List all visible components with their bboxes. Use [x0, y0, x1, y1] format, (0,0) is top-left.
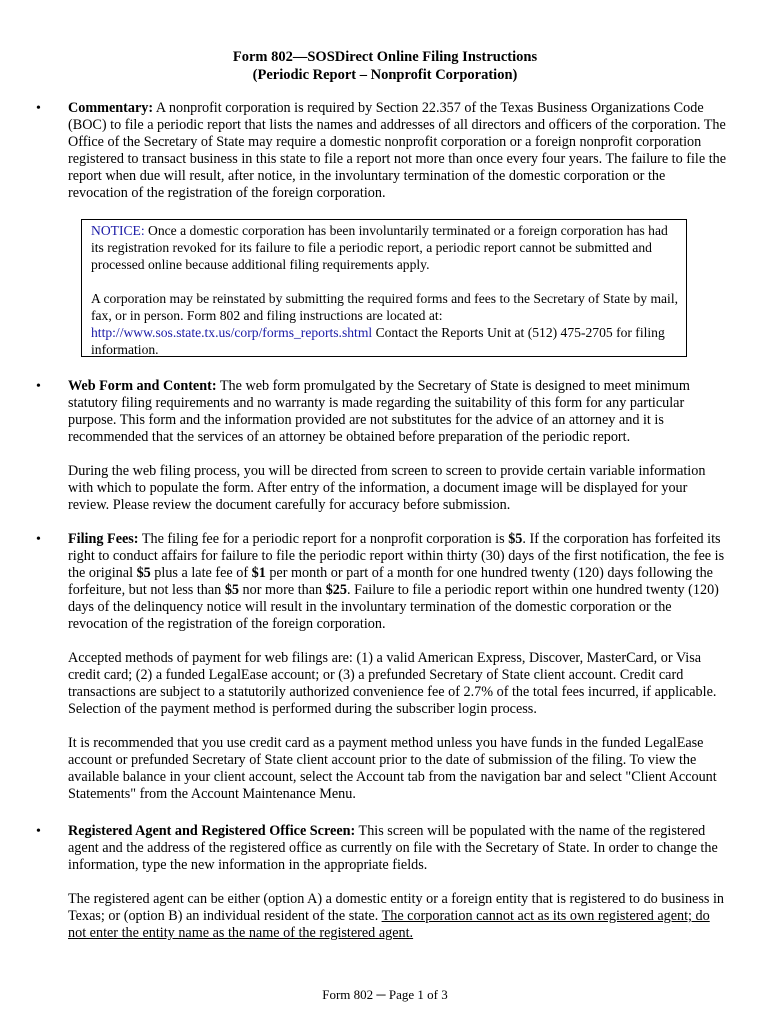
filing-fee-amount: $5	[508, 531, 523, 547]
registered-agent-warning: The corporation cannot act as its own registered agent; do not enter the entity name as the name of the registered agent.	[68, 908, 710, 941]
registered-agent-paragraph-2	[68, 891, 728, 942]
commentary-text: A nonprofit corporation is required by Section 22.357 of the Texas Business Organizations Code (BOC) to file a periodic report that lists the names and addresses of all directors and officers of the corporation. The Office of the Secretary of State may require a domestic nonprofit corporation or a foreign nonprofit corporation registered to transact business in this state to file a report not more than once every four years. The failure to file the report when due will result, after notice, in the involuntary termination of the domestic corporation or the revocation of the registration of the foreign corporation.	[68, 100, 727, 201]
web-form-section	[36, 378, 728, 514]
filing-fees-heading: Filing Fees:	[68, 531, 139, 547]
commentary-heading: Commentary:	[68, 100, 154, 116]
bullet-icon: •	[36, 824, 41, 839]
registered-agent-text: This screen will be populated with the name of the registered agent and the address of the registered office as currently on file with the Secretary of State. In order to change the information, type the new information in the appropriate fields.	[68, 823, 718, 873]
filing-fees-paragraph	[68, 531, 728, 633]
notice-paragraph	[91, 222, 678, 273]
registered-agent-heading: Registered Agent and Registered Office Screen:	[68, 823, 356, 839]
page-footer: Form 802 ─ Page 1 of 3	[322, 987, 448, 1002]
bullet-icon: •	[36, 101, 41, 116]
registered-agent-section	[36, 823, 728, 942]
reinstatement-contact-text: Contact the Reports Unit at (512) 475-2705 for filing information.	[91, 325, 665, 357]
filing-fees-text-4: per month or part of a month for one hundred twenty (120) days following the forfeiture, but not less than	[68, 565, 713, 598]
web-form-paragraph-2: During the web filing process, you will be directed from screen to screen to provide certain variable information with which to populate the form. After entry of the information, a document image will be displayed for your review. Please review the document carefully for accuracy before submission.	[68, 463, 706, 513]
bullet-icon: •	[36, 379, 41, 394]
notice-text: Once a domestic corporation has been involuntarily terminated or a foreign corporation has had its registration revoked for its failure to file a periodic report, a periodic report cannot be submitted and processed online because additional filing requirements apply.	[91, 223, 668, 272]
registered-agent-options-text: The registered agent can be either (option A) a domestic entity or a foreign entity that is registered to do business in Texas; or (option B) an individual resident of the state.	[68, 891, 724, 924]
filing-fees-text-2: . If the corporation has forfeited its right to conduct affairs for failure to file the periodic report within thirty (30) days of the first notification, the fee is the original	[68, 531, 725, 581]
filing-fees-text-3: plus a late fee of	[150, 565, 252, 581]
reinstatement-paragraph	[91, 290, 678, 358]
notice-label: NOTICE:	[91, 223, 145, 238]
forms-reports-link[interactable]: http://www.sos.state.tx.us/corp/forms_reports.shtml	[91, 325, 373, 340]
bullet-icon: •	[36, 532, 41, 547]
web-form-text: The web form promulgated by the Secretary of State is designed to meet minimum statutory filing requirements and no warranty is made regarding the suitability of this form for any particular purpose. This form and the information provided are not substitutes for the advice of an attorney and it is recommended that the services of an attorney be obtained before preparation of the periodic report.	[68, 378, 690, 445]
title-line-2: (Periodic Report – Nonprofit Corporation)	[252, 67, 518, 83]
maximum-fee-amount: $25	[325, 582, 347, 598]
payment-recommendation-paragraph: It is recommended that you use credit card as a payment method unless you have funds in the funded LegalEase account or prefunded Secretary of State client account prior to the date of submission of the filing. To view the available balance in your client account, select the Account tab from the navigation bar and select "Client Account Statements" from the Account Maintenance Menu.	[68, 735, 717, 802]
notice-box	[81, 219, 687, 357]
filing-fees-text-1: The filing fee for a periodic report for a nonprofit corporation is	[138, 531, 509, 547]
minimum-fee-amount: $5	[224, 582, 239, 598]
document-title	[0, 48, 770, 84]
title-line-1: Form 802—SOSDirect Online Filing Instructions	[232, 49, 538, 65]
filing-fees-text-6: . Failure to file a periodic report within one hundred twenty (120) days of the delinquency notice will result in the involuntary termination of the domestic corporation or the revocation of the registration of the foreign corporation.	[68, 582, 719, 632]
filing-fees-text-5: nor more than	[239, 582, 326, 598]
web-form-paragraph	[68, 378, 728, 446]
filing-fees-section	[36, 531, 728, 803]
payment-methods-paragraph: Accepted methods of payment for web filings are: (1) a valid American Express, Discover, MasterCard, or Visa credit card; (2) a funded LegalEase account; or (3) a prefunded Secretary of State client account. Credit card transactions are subject to a statutorily authorized convenience fee of 2.7% of the total fees incurred, if applicable. Selection of the payment method is performed during the subscriber login process.	[68, 650, 717, 717]
original-fee-amount: $5	[136, 565, 151, 581]
commentary-section	[36, 100, 728, 202]
registered-agent-paragraph	[68, 823, 728, 874]
late-fee-amount: $1	[251, 565, 266, 581]
commentary-paragraph	[68, 100, 728, 202]
reinstatement-text: A corporation may be reinstated by submitting the required forms and fees to the Secretary of State by mail, fax, or in person. Form 802 and filing instructions are located at:	[91, 291, 679, 323]
web-form-heading: Web Form and Content:	[68, 378, 217, 394]
